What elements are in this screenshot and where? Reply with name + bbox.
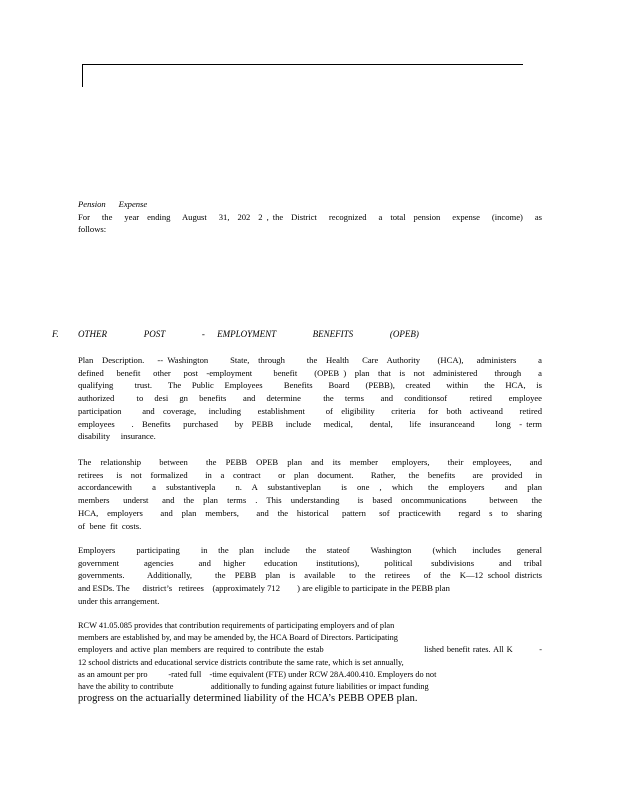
opeb-contributions xyxy=(78,620,542,693)
opeb-plan-description xyxy=(78,354,542,443)
opeb-relationship xyxy=(78,456,542,532)
pension-heading: Pension Expense xyxy=(78,199,148,209)
p4-line-6: have the ability to contribute additionally to funding against future liabilities or impact funding xyxy=(78,682,429,692)
p2-line-2: retirees is not formalized in a contract or plan document. Rather, the benefits are provided in xyxy=(78,469,542,480)
p2-line-1: The relationship between the PEBB OPEB plan and its member employers, their employees, and xyxy=(78,457,542,467)
section-letter: F. xyxy=(52,329,59,339)
p1-line-3: qualifying trust. The Public Employees Benefits Board (PEBB), created within the HCA, is xyxy=(78,380,542,391)
pension-section xyxy=(78,198,542,236)
p2-line-4: members underst and the plan terms . This understanding is based oncommunications between the xyxy=(78,495,542,506)
p4-line-2: members are established by, and may be amended by, the HCA Board of Directors. Participating xyxy=(78,633,398,643)
pension-line-2: follows: xyxy=(78,224,107,235)
p2-line-5: HCA, employers and plan members, and the historical pattern sof practicewith regard s to sharing xyxy=(78,507,542,518)
p4-line-5: as an amount per pro -rated full -time equivalent (FTE) under RCW 28A.400.410. Employers do not xyxy=(78,669,437,679)
p1-line-1: Plan Description. -- Washington State, through the Health Care Authority (HCA), administers a xyxy=(78,355,542,365)
box-border-top xyxy=(82,64,523,65)
p1-line-7: disability insurance. xyxy=(78,431,156,442)
p4-line-3: employers and active plan members are required to contribute the estab lished benefit rates. All K - xyxy=(78,645,542,655)
p4-line-4: 12 school districts and educational service districts contribute the same rate, which is set annually, xyxy=(78,657,404,667)
p3-line-3: governments. Additionally, the PEBB plan is available to the retirees of the K—12 school districts xyxy=(78,570,542,581)
section-title: OTHER POST - EMPLOYMENT BENEFITS (OPEB) xyxy=(78,329,419,339)
p1-line-5: participation and coverage, including establishment of eligibility criteria for both activeand retired xyxy=(78,405,542,416)
p1-line-4: authorized to desi gn benefits and determine the terms and conditionsof retired employee xyxy=(78,393,542,404)
p4-line-1: RCW 41.05.085 provides that contribution requirements of participating employers and of plan xyxy=(78,621,395,630)
pension-line-1: For the year ending August 31, 202 2 , the District recognized a total pension expense (income) as xyxy=(78,211,542,222)
p1-line-2: defined benefit other post -employment benefit (OPEB ) plan that is not administered through a xyxy=(78,367,542,378)
opeb-contributions-final-line: progress on the actuarially determined liability of the HCA’s PEBB OPEB plan. xyxy=(78,693,418,704)
p3-line-1: Employers participating in the plan include the stateof Washington (which includes general xyxy=(78,545,542,555)
p3-line-4: and ESDs. The district’s retirees (approximately 712 ) are eligible to participate in the PEBB plan xyxy=(78,583,450,594)
p3-line-2: government agencies and higher education institutions), political subdivisions and tribal xyxy=(78,557,542,568)
box-border-left xyxy=(82,64,83,87)
p1-line-6: employees . Benefits purchased by PEBB include medical, dental, life insuranceand long - term xyxy=(78,418,542,429)
opeb-employers xyxy=(78,544,542,608)
p3-line-5: under this arrangement. xyxy=(78,595,160,606)
p2-line-6: of bene fit costs. xyxy=(78,520,142,531)
p2-line-3: accordancewith a substantivepla n. A substantiveplan is one , which the employers and plan xyxy=(78,482,542,493)
